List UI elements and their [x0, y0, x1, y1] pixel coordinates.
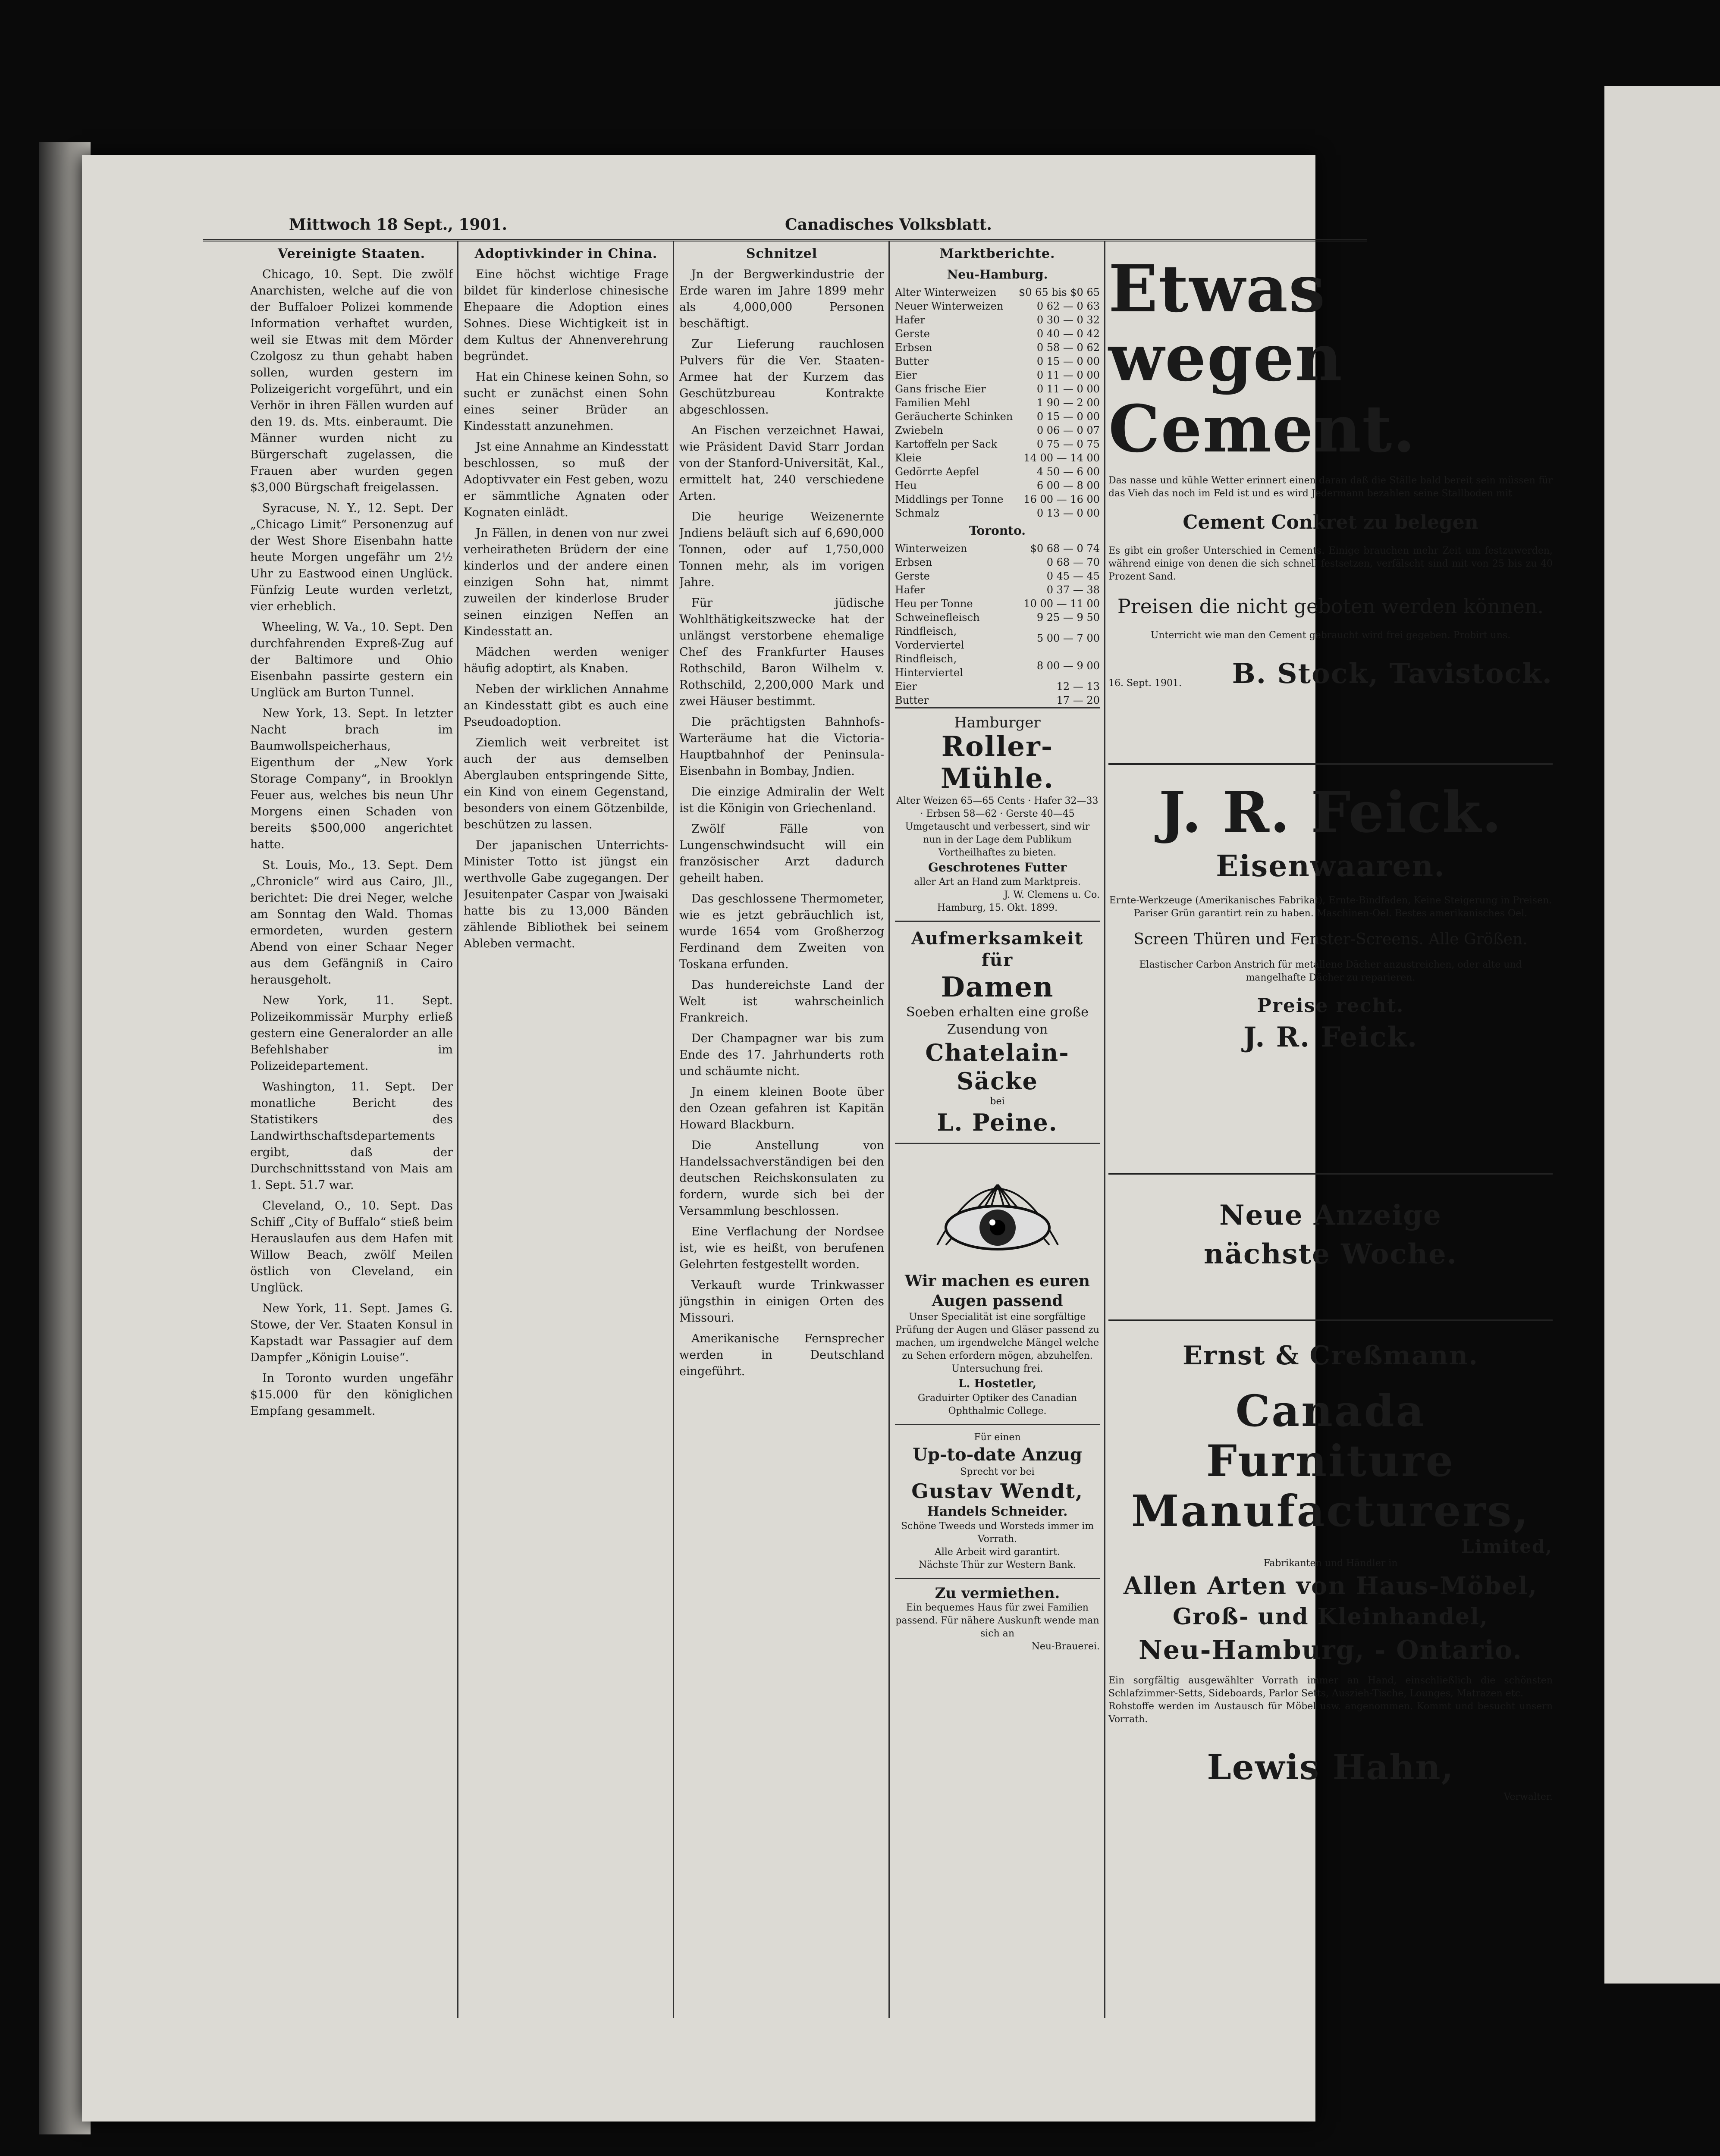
market-item: Eier: [895, 680, 917, 693]
ad-vermiethen: [895, 1578, 1100, 1659]
ad-text: Unterricht wie man den Cement gebraucht wird frei gegeben. Probirt uns.: [1150, 630, 1511, 641]
market-item: Gans frische Eier: [895, 383, 986, 395]
ad-title: Neue Anzeige: [1219, 1199, 1442, 1232]
market-item: Zwiebeln: [895, 424, 943, 436]
article: Für jüdische Wohlthätigkeitszwecke hat der unlängst verstorbene ehemalige Chef des Frankfurter Hauses Rothschild, Baron Wilhelm v. Rothschild, 2,200,000 Mark und zwei Häuser bestimmt.: [679, 596, 884, 708]
column-title: Schnitzel: [746, 246, 818, 261]
issue-date: Mittwoch 18 Sept., 1901.: [289, 216, 508, 234]
market-label: Neu-Hamburg.: [947, 267, 1048, 282]
ad-signature: J. R. Feick.: [1243, 1021, 1418, 1053]
ad-title: Manufacturers,: [1131, 1485, 1530, 1536]
article: Syracuse, N. Y., 12. Sept. Der „Chicago Limit“ Personenzug auf der West Shore Eisenbahn hatte heute Morgen ungefähr um 2½ Uhr zu Eastwood einen Unglück. Fünfzig Leute wurden verletzt, vier erheblich.: [250, 501, 453, 613]
ad-title: Damen: [941, 971, 1054, 1003]
market-row: [895, 382, 1100, 396]
market-price: 0 45 — 45: [1046, 570, 1100, 582]
ad-subtitle: Handels Schneider.: [927, 1504, 1068, 1519]
market-item: Heu per Tonne: [895, 598, 973, 610]
ad-roller-muehle: [895, 707, 1100, 921]
ad-text: Elastischer Carbon Anstrich für metallene Dächer anzustreichen, oder alte und mangelhafte Dächer zu reparieren.: [1139, 959, 1522, 983]
ad-merchant: Gustav Wendt,: [911, 1479, 1083, 1503]
market-item: Erbsen: [895, 342, 932, 354]
market-row: [895, 611, 1100, 624]
article: Die prächtigsten Bahnhofs-Warteräume hat die Victoria-Hauptbahnhof der Peninsula-Eisenbahn in Bombay, Jndien.: [679, 715, 884, 778]
article: Amerikanische Fernsprecher werden in Deutschland eingeführt.: [679, 1332, 884, 1378]
ad-text: Verwalter.: [1503, 1792, 1553, 1802]
ad-text: Rohstoffe werden im Austausch für Möbel usw. angenommen. Kommt und besucht unsern Vorrath.: [1108, 1701, 1553, 1725]
ad-text: Fabrikanten und Händler in: [1263, 1558, 1398, 1569]
market-item: Gerste: [895, 328, 930, 340]
article: Zur Lieferung rauchlosen Pulvers für die Ver. Staaten-Armee hat der Kurzem das Geschützbureau Kontrakte abgeschlossen.: [679, 338, 884, 417]
ad-text: Alle Arbeit wird garantirt.: [934, 1547, 1061, 1557]
market-price: 9 25 — 9 50: [1036, 611, 1100, 624]
article: New York, 13. Sept. In letzter Nacht brach im Baumwollspeicherhaus, Eigenthum der „New York Storage Company“, in Brooklyn Feuer aus, welches bis neun Uhr Morgens einen Schaden von bereits $500,000 angerichtet hatte.: [250, 707, 453, 851]
article: Zwölf Fälle von Lungenschwindsucht will ein französischer Arzt dadurch geheilt haben.: [679, 822, 884, 885]
ad-city: Neu-Hamburg, - Ontario.: [1138, 1635, 1523, 1665]
market-item: Hafer: [895, 314, 925, 326]
article: In Toronto wurden ungefähr $15.000 für den königlichen Empfang gesammelt.: [250, 1372, 453, 1418]
article: Chicago, 10. Sept. Die zwölf Anarchisten, welche auf die von der Buffaloer Polizei kommende Information verhaftet wurden, weil sie Etwas mit dem Mörder Czolgosz zu thun gehabt haben sollen, wurden gestern im Polizeigericht vorgeführt, und ein Verhör in ihren Fällen wurden auf den 19. ds. Mts. einberaumt. Die Männer wurden nicht zu Bürgerschaft zugelassen, die Frauen aber wurden gegen $3,000 Bürgschaft freigelassen.: [250, 268, 453, 494]
market-row: [895, 542, 1100, 555]
market-item: Kartoffeln per Sack: [895, 438, 998, 450]
market-price: 0 30 — 0 32: [1036, 314, 1100, 326]
article: Jn der Bergwerkindustrie der Erde waren im Jahre 1899 mehr als 4,000,000 Personen beschäftigt.: [679, 268, 884, 330]
market-row: [895, 583, 1100, 597]
market-price: 0 58 — 0 62: [1036, 342, 1100, 354]
article: Mädchen werden weniger häufig adoptirt, als Knaben.: [464, 646, 669, 675]
article: Die Anstellung von Handelssachverständigen bei den deutschen Reichskonsulaten zu fordern, wurde sich bei der Versammlung beschlossen.: [679, 1139, 884, 1218]
market-row: [895, 410, 1100, 423]
ad-firm: Ernst & Creßmann.: [1182, 1341, 1479, 1371]
article: Das geschlossene Thermometer, wie es jetzt gebräuchlich ist, wurde 1654 vom Großherzog Ferdinand dem Zweiten von Toskana erfunden.: [679, 892, 884, 971]
article: New York, 11. Sept. James G. Stowe, der Ver. Staaten Konsul in Kapstadt war Passagier auf dem Dampfer „Königin Louise“.: [250, 1302, 453, 1364]
market-row: [895, 313, 1100, 327]
ad-augen: [895, 1143, 1100, 1424]
market-price: 4 50 — 6 00: [1036, 466, 1100, 478]
ad-title: Roller-: [941, 730, 1054, 763]
market-row: [895, 327, 1100, 341]
ad-text: Für einen: [974, 1432, 1021, 1443]
ad-anzug: [895, 1424, 1100, 1578]
market-row: [895, 693, 1100, 707]
ad-text: Nächste Thür zur Western Bank.: [918, 1560, 1077, 1570]
ad-prices: Preise recht.: [1257, 995, 1404, 1017]
market-price: 0 75 — 0 75: [1036, 438, 1100, 450]
market-row: [895, 465, 1100, 479]
ad-limited: Limited,: [1461, 1536, 1553, 1557]
market-item: Schmalz: [895, 507, 939, 519]
paper-name: Canadisches Volksblatt.: [785, 216, 992, 234]
ad-heading: Hamburger: [954, 714, 1041, 731]
ad-line: Groß- und Kleinhandel,: [1173, 1604, 1488, 1630]
ad-subtitle: Cement Conkret zu belegen: [1183, 511, 1478, 533]
market-row: [895, 368, 1100, 382]
ad-title: nächste Woche.: [1204, 1238, 1457, 1270]
market-item: Hafer: [895, 584, 925, 596]
article: Jn Fällen, in denen von nur zwei verheiratheten Brüdern der eine kinderlos und der andere einen einzigen Sohn hat, nimmt zuweilen der kinderlose Bruder seinen einzigen Neffen an Kindesstatt an.: [464, 526, 669, 638]
ad-neue-anzeige: [1108, 1173, 1553, 1274]
market-item: Eier: [895, 369, 917, 381]
article: Jst eine Annahme an Kindesstatt beschlossen, so muß der Adoptivvater ein Fest geben, wozu er sämmtliche Agnaten oder Kognaten einlädt.: [464, 440, 669, 519]
market-price: 17 — 20: [1056, 694, 1100, 706]
market-item: Winterweizen: [895, 542, 967, 555]
page-header: [203, 213, 1367, 241]
market-item: Heu: [895, 479, 917, 492]
market-row: [895, 299, 1100, 313]
ad-merchant: L. Peine.: [937, 1109, 1058, 1136]
market-item: Gedörrte Aepfel: [895, 466, 979, 478]
ad-text: Ernte-Werkzeuge (Amerikanisches Fabrikat), Ernte-Bindfaden, Keine Steigerung in Preisen.: [1109, 895, 1552, 906]
ad-product: Chatelain-Säcke: [925, 1039, 1070, 1095]
market-item: Geräucherte Schinken: [895, 411, 1013, 423]
market-price: 14 00 — 14 00: [1023, 452, 1100, 464]
market-row: [895, 652, 1100, 680]
market-row: [895, 506, 1100, 520]
ad-signature: Neu-Brauerei.: [1031, 1641, 1100, 1652]
ad-offer: Preisen die nicht geboten werden können.: [1117, 595, 1544, 618]
article: Die einzige Admiralin der Welt ist die Königin von Griechenland.: [679, 785, 884, 815]
market-item: Gerste: [895, 570, 930, 582]
ad-title: Mühle.: [940, 762, 1055, 795]
market-price: 5 00 — 7 00: [1036, 632, 1100, 644]
ad-subtitle: Geschrotenes Futter: [928, 860, 1067, 874]
ad-title: Canada Furniture: [1206, 1385, 1455, 1486]
ad-text: Ein sorgfältig ausgewählter Vorrath immer an Hand, einschließlich die schönsten Schlafzimmer-Setts, Sideboards, Parlor Setts, Auszieh-Tische, Lounges, Matrazen etc.: [1108, 1675, 1553, 1699]
market-price: 10 00 — 11 00: [1023, 598, 1100, 610]
ad-heading: Aufmerksamkeit für: [911, 928, 1084, 970]
column-title: Vereinigte Staaten.: [277, 246, 426, 261]
market-price: 0 11 — 0 00: [1036, 369, 1100, 381]
ad-date: Hamburg, 15. Okt. 1899.: [937, 903, 1058, 913]
ad-title: Cement.: [1108, 391, 1416, 467]
market-item: Schweinefleisch: [895, 611, 980, 624]
market-table-neu-hamburg: [895, 285, 1100, 520]
article: An Fischen verzeichnet Hawai, wie Präsident David Starr Jordan von der Stanford-Universität, Kal., ermittelt hat, 240 verschiedene Arten.: [679, 424, 884, 503]
market-price: 0 11 — 0 00: [1036, 383, 1100, 395]
ad-note: Untersuchung frei.: [951, 1363, 1043, 1374]
market-row: [895, 569, 1100, 583]
ad-title: J. R. Feick.: [1158, 779, 1503, 845]
article: Eine höchst wichtige Frage bildet für kinderlose chinesische Ehepaare die Adoption eines Sohnes. Diese Wichtigkeit ist in dem Kultus der Ahnenverehrung begründet.: [464, 268, 669, 363]
market-price: 1 90 — 2 00: [1036, 397, 1100, 409]
market-item: Familien Mehl: [895, 397, 970, 409]
article: Hat ein Chinese keinen Sohn, so sucht er zunächst einen Sohn eines seiner Brüder an Kindesstatt anzunehmen.: [464, 370, 669, 433]
market-item: Alter Winterweizen: [895, 286, 997, 298]
next-page-edge: [1604, 86, 1720, 1984]
market-row: [895, 597, 1100, 611]
market-row: [895, 285, 1100, 299]
market-item: Kleie: [895, 452, 922, 464]
article: Das hundereichste Land der Welt ist wahrscheinlich Frankreich.: [679, 978, 884, 1025]
ad-text: aller Art an Hand zum Marktpreis.: [914, 877, 1081, 887]
ad-text: Screen Thüren und Fenster-Screens. Alle Größen.: [1133, 931, 1528, 948]
column-rule: [673, 241, 674, 2018]
ad-text: Ein bequemes Haus für zwei Familien passend. Für nähere Auskunft wende man sich an: [895, 1602, 1099, 1639]
ad-text: Sprecht vor bei: [960, 1467, 1035, 1477]
ad-text: Umgetauscht und verbessert, sind wir nun in der Lage dem Publikum Vortheilhaftes zu bieten.: [905, 821, 1090, 858]
column-rule: [1104, 241, 1105, 2018]
ad-signature: J. W. Clemens u. Co.: [1004, 890, 1100, 900]
article: Ziemlich weit verbreitet ist auch der aus demselben Aberglauben entspringende Sitte, ein Kind von einem Gegenstand, besonders von einem Götzenbilde, beschützen zu lassen.: [464, 736, 669, 831]
column-rule: [888, 241, 890, 2018]
ad-prices: Alter Weizen 65—65 Cents · Hafer 32—33 · Erbsen 58—62 · Gerste 40—45: [896, 796, 1099, 819]
market-row: [895, 680, 1100, 693]
ad-signature: L. Hostetler,: [958, 1377, 1036, 1390]
column-rule: [457, 241, 458, 2018]
market-row: [895, 555, 1100, 569]
market-row: [895, 396, 1100, 410]
article: Der japanischen Unterrichts-Minister Totto ist jüngst ein werthvolle Gabe zugegangen. Der Jesuitenpater Caspar von Jwaisaki hatte bis zu 13,000 Bänden zählende Bibliothek bei seinem Ableben vermacht.: [464, 839, 669, 950]
market-price: 0 68 — 70: [1046, 556, 1100, 568]
ad-line: Allen Arten von Haus-Möbel,: [1123, 1572, 1538, 1600]
article: Neben der wirklichen Annahme an Kindesstatt gibt es auch eine Pseudoadoption.: [464, 683, 669, 729]
market-row: [895, 479, 1100, 492]
market-price: 12 — 13: [1056, 680, 1100, 693]
ad-furniture: [1108, 1319, 1553, 1804]
market-label: Toronto.: [969, 523, 1026, 538]
article: Cleveland, O., 10. Sept. Das Schiff „City of Buffalo“ stieß beim Herauslaufen aus dem Hafen mit Willow Beach, zwölf Meilen östlich von Cleveland, ein Unglück.: [250, 1199, 453, 1294]
article: Die heurige Weizenernte Jndiens beläuft sich auf 6,690,000 Tonnen, oder auf 1,750,000 Tonnen mehr, als im vorigen Jahre.: [679, 510, 884, 589]
article: New York, 11. Sept. Polizeikommissär Murphy erließ gestern eine Generalorder an alle Befehlshaber im Polizeidepartement.: [250, 994, 453, 1073]
ad-text: Soeben erhalten eine große Zusendung von: [906, 1005, 1089, 1037]
market-price: $0 65 bis $0 65: [1018, 286, 1100, 298]
market-price: 0 15 — 0 00: [1036, 411, 1100, 423]
ad-title: Up-to-date Anzug: [913, 1445, 1082, 1465]
ad-cement: [1108, 251, 1553, 690]
ad-text: Unser Specialität ist eine sorgfältige Prüfung der Augen und Gläser passend zu machen, um irgendwelche Mängel welche zu Sehen erfordern mögen, abzuhelfen.: [895, 1312, 1099, 1361]
market-row: [895, 423, 1100, 437]
market-row: [895, 354, 1100, 368]
column-title: Adoptivkinder in China.: [474, 246, 658, 261]
column-title: Marktberichte.: [939, 246, 1055, 261]
market-price: 0 40 — 0 42: [1036, 328, 1100, 340]
ad-date: 16. Sept. 1901.: [1108, 678, 1182, 689]
market-item: Butter: [895, 355, 929, 367]
market-price: 0 15 — 0 00: [1036, 355, 1100, 367]
article: Washington, 11. Sept. Der monatliche Bericht des Statistikers des Landwirthschaftsdepartements ergibt, daß der Durchschnittsstand von Mais am 1. Sept. 51.7 war.: [250, 1080, 453, 1192]
market-price: 8 00 — 9 00: [1036, 660, 1100, 672]
article: Verkauft wurde Trinkwasser jüngsthin in einigen Orten des Missouri.: [679, 1279, 884, 1325]
market-item: Neuer Winterweizen: [895, 300, 1004, 312]
column-schnitzel: [679, 246, 884, 2022]
market-table-toronto: [895, 542, 1100, 707]
ad-manager: Lewis Hahn,: [1207, 1747, 1454, 1787]
market-row: [895, 492, 1100, 506]
ad-title: Wir machen es euren Augen passend: [905, 1272, 1090, 1310]
market-price: 0 37 — 38: [1046, 584, 1100, 596]
column-vereinigte-staaten: [250, 246, 453, 2022]
market-price: 16 00 — 16 00: [1023, 493, 1100, 505]
ad-text: Pariser Grün garantirt rein zu haben. Maschinen-Oel. Bestes amerikanisches Oel.: [1133, 908, 1528, 919]
column-marktberichte: [895, 246, 1100, 2022]
ad-damen: [895, 921, 1100, 1143]
market-price: 0 06 — 0 07: [1036, 424, 1100, 436]
market-price: 6 00 — 8 00: [1036, 479, 1100, 492]
market-price: 0 62 — 0 63: [1036, 300, 1100, 312]
ad-text: Schöne Tweeds und Worsteds immer im Vorrath.: [901, 1521, 1094, 1545]
ad-text: Graduirter Optiker des Canadian Ophthalmic College.: [917, 1393, 1077, 1416]
market-item: Butter: [895, 694, 929, 706]
eye-icon: [929, 1159, 1067, 1258]
article: Der Champagner war bis zum Ende des 17. Jahrhunderts roth und schäumte nicht.: [679, 1032, 884, 1078]
market-price: $0 68 — 0 74: [1030, 542, 1100, 555]
ad-text: Das nasse und kühle Wetter erinnert einen daran daß die Ställe bald bereit sein müssen für das Vieh das noch im Feld ist und es wird Jedermann bezahlen seine Stallboden mit: [1108, 475, 1553, 499]
market-row: [895, 451, 1100, 465]
market-item: Middlings per Tonne: [895, 493, 1004, 505]
ad-text: Es gibt ein großer Unterschied in Cements. Einige brauchen mehr Zeit um festzuwerden, während einige von denen die sich schnell festsetzen, verfälscht sind mit von 25 bis zu 40 Prozent Sand.: [1108, 545, 1553, 582]
ad-signature: B. Stock, Tavistock.: [1232, 658, 1553, 690]
market-price: 0 13 — 0 00: [1036, 507, 1100, 519]
article: Wheeling, W. Va., 10. Sept. Den durchfahrenden Expreß-Zug auf der Baltimore und Ohio Eisenbahn passirte gestern ein Unglück am Burton Tunnel.: [250, 620, 453, 699]
market-item: Erbsen: [895, 556, 932, 568]
ad-title: Zu vermiethen.: [935, 1585, 1060, 1602]
market-item: Rindfleisch, Vorderviertel: [895, 625, 964, 651]
ad-feick: [1108, 763, 1553, 1053]
article: Eine Verflachung der Nordsee ist, wie es heißt, von berufenen Gelehrten festgestellt worden.: [679, 1225, 884, 1271]
ad-text: bei: [990, 1096, 1005, 1107]
market-row: [895, 437, 1100, 451]
article: St. Louis, Mo., 13. Sept. Dem „Chronicle“ wird aus Cairo, Jll., berichtet: Die drei Neger, welche am Sonntag den Wald. Thomas ermordeten, wurden gestern Abend von einer Schaar Neger aus dem Gefängniß in Cairo herausgeholt.: [250, 859, 453, 987]
column-adoptivkinder: [464, 246, 669, 2022]
ad-title: Etwas wegen: [1108, 251, 1343, 396]
market-row: [895, 341, 1100, 354]
ad-subtitle: Eisenwaaren.: [1216, 849, 1445, 884]
market-row: [895, 624, 1100, 652]
article: Jn einem kleinen Boote über den Ozean gefahren ist Kapitän Howard Blackburn.: [679, 1085, 884, 1131]
market-item: Rindfleisch, Hinterviertel: [895, 653, 963, 679]
